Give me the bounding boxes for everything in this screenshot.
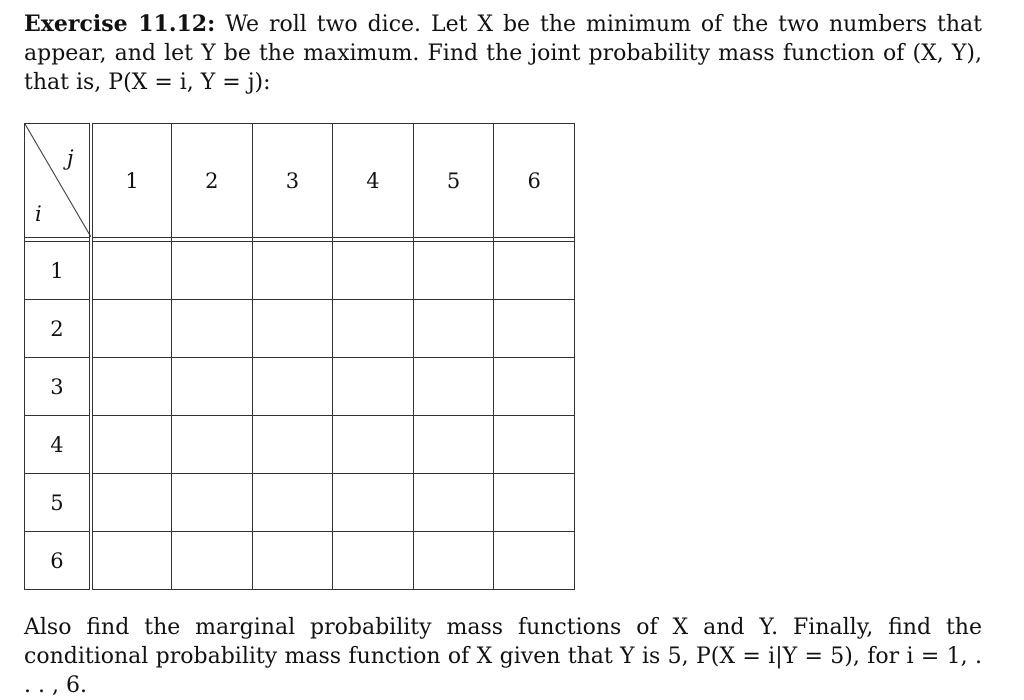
joint-pmf-table	[24, 123, 575, 590]
row-header: 6	[25, 532, 91, 590]
empty-cell[interactable]	[252, 242, 333, 300]
table-row	[25, 416, 575, 474]
row-var-label: i	[35, 202, 42, 226]
empty-cell[interactable]	[252, 416, 333, 474]
empty-cell[interactable]	[494, 358, 575, 416]
empty-cell[interactable]	[91, 358, 172, 416]
diagonal-header-cell	[25, 124, 91, 238]
empty-cell[interactable]	[172, 416, 253, 474]
empty-cell[interactable]	[91, 300, 172, 358]
row-header: 5	[25, 474, 91, 532]
header-row	[25, 124, 575, 238]
empty-cell[interactable]	[333, 416, 414, 474]
empty-cell[interactable]	[91, 416, 172, 474]
col-header: 4	[333, 124, 414, 238]
row-header: 1	[25, 242, 91, 300]
table-row	[25, 242, 575, 300]
col-header: 3	[252, 124, 333, 238]
empty-cell[interactable]	[172, 358, 253, 416]
table-row	[25, 358, 575, 416]
table-row	[25, 300, 575, 358]
exercise-statement	[24, 10, 982, 97]
col-header: 2	[172, 124, 253, 238]
empty-cell[interactable]	[413, 300, 494, 358]
col-var-label: j	[67, 146, 74, 170]
exercise-text: We roll two dice. Let X be the minimum of the two numbers that appear, and let Y be the maximum. Find the joint probability mass function of (X, Y), that is, P(X = i, Y = j):	[24, 12, 982, 95]
empty-cell[interactable]	[494, 300, 575, 358]
empty-cell[interactable]	[413, 242, 494, 300]
empty-cell[interactable]	[252, 358, 333, 416]
empty-cell[interactable]	[172, 242, 253, 300]
empty-cell[interactable]	[333, 358, 414, 416]
empty-cell[interactable]	[413, 532, 494, 590]
empty-cell[interactable]	[172, 474, 253, 532]
empty-cell[interactable]	[252, 532, 333, 590]
empty-cell[interactable]	[172, 532, 253, 590]
col-header: 6	[494, 124, 575, 238]
empty-cell[interactable]	[91, 474, 172, 532]
empty-cell[interactable]	[494, 416, 575, 474]
row-header: 4	[25, 416, 91, 474]
table-row	[25, 474, 575, 532]
empty-cell[interactable]	[333, 474, 414, 532]
row-header: 2	[25, 300, 91, 358]
empty-cell[interactable]	[494, 474, 575, 532]
col-header: 1	[91, 124, 172, 238]
empty-cell[interactable]	[413, 358, 494, 416]
col-header: 5	[413, 124, 494, 238]
empty-cell[interactable]	[252, 474, 333, 532]
empty-cell[interactable]	[494, 532, 575, 590]
empty-cell[interactable]	[333, 300, 414, 358]
empty-cell[interactable]	[413, 416, 494, 474]
table-row	[25, 532, 575, 590]
empty-cell[interactable]	[494, 242, 575, 300]
empty-cell[interactable]	[333, 242, 414, 300]
exercise-label: Exercise 11.12:	[24, 11, 216, 37]
empty-cell[interactable]	[91, 532, 172, 590]
empty-cell[interactable]	[333, 532, 414, 590]
follow-up-question: Also find the marginal probability mass functions of X and Y. Finally, find the conditional probability mass function of X given that Y is 5, P(X = i|Y = 5), for i = 1, . . . , 6.	[24, 615, 982, 698]
empty-cell[interactable]	[91, 242, 172, 300]
empty-cell[interactable]	[413, 474, 494, 532]
empty-cell[interactable]	[252, 300, 333, 358]
row-header: 3	[25, 358, 91, 416]
empty-cell[interactable]	[172, 300, 253, 358]
